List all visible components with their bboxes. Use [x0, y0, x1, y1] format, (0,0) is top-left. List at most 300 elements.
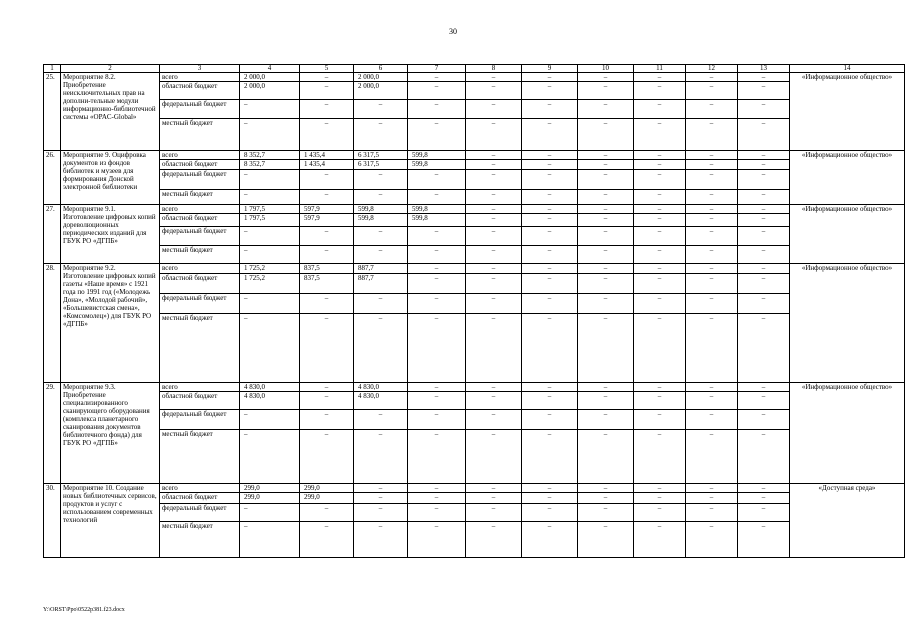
- value-cell: –: [686, 119, 738, 151]
- value-cell: –: [466, 160, 522, 170]
- value-cell: –: [738, 410, 790, 430]
- program-name: «Информационное общество»: [790, 73, 905, 151]
- value-cell: –: [522, 493, 578, 504]
- value-cell: –: [466, 493, 522, 504]
- value-cell: –: [522, 410, 578, 430]
- value-cell: –: [354, 493, 408, 504]
- value-cell: –: [738, 294, 790, 314]
- table-row: [44, 314, 905, 383]
- value-cell: –: [738, 493, 790, 504]
- value-cell: –: [634, 430, 686, 484]
- value-cell: –: [634, 151, 686, 160]
- value-cell: –: [408, 392, 466, 410]
- value-cell: –: [466, 410, 522, 430]
- program-name: «Информационное общество»: [790, 383, 905, 484]
- value-cell: 599,8: [354, 205, 408, 214]
- value-cell: –: [300, 430, 354, 484]
- value-cell: –: [466, 504, 522, 522]
- value-cell: –: [522, 522, 578, 558]
- value-cell: –: [300, 170, 354, 190]
- value-cell: –: [522, 504, 578, 522]
- program-name: «Информационное общество»: [790, 264, 905, 383]
- value-cell: –: [634, 493, 686, 504]
- value-cell: –: [466, 205, 522, 214]
- value-cell: 4 830,0: [240, 383, 300, 392]
- value-cell: –: [686, 151, 738, 160]
- value-cell: –: [578, 392, 634, 410]
- value-cell: –: [240, 314, 300, 383]
- value-cell: –: [522, 484, 578, 493]
- value-cell: –: [686, 392, 738, 410]
- value-cell: –: [408, 170, 466, 190]
- value-cell: –: [408, 493, 466, 504]
- funding-source: федеральный бюджет: [160, 170, 240, 190]
- value-cell: –: [738, 119, 790, 151]
- value-cell: –: [738, 383, 790, 392]
- funding-source: всего: [160, 151, 240, 160]
- value-cell: –: [240, 119, 300, 151]
- funding-source: всего: [160, 205, 240, 214]
- table-row: [44, 100, 905, 119]
- value-cell: –: [408, 383, 466, 392]
- value-cell: –: [522, 205, 578, 214]
- value-cell: –: [634, 170, 686, 190]
- value-cell: –: [578, 82, 634, 100]
- column-number: 8: [466, 65, 522, 73]
- table-body: [44, 65, 905, 558]
- row-number: 27.: [44, 205, 61, 264]
- value-cell: 299,0: [300, 493, 354, 504]
- value-cell: –: [686, 264, 738, 274]
- value-cell: –: [240, 522, 300, 558]
- value-cell: –: [738, 227, 790, 246]
- value-cell: –: [738, 484, 790, 493]
- table-row: [44, 504, 905, 522]
- value-cell: –: [466, 82, 522, 100]
- value-cell: –: [354, 119, 408, 151]
- program-name: «Информационное общество»: [790, 151, 905, 205]
- value-cell: 599,8: [408, 205, 466, 214]
- value-cell: 4 830,0: [354, 392, 408, 410]
- value-cell: –: [300, 246, 354, 264]
- value-cell: –: [466, 522, 522, 558]
- value-cell: 299,0: [240, 484, 300, 493]
- value-cell: –: [738, 504, 790, 522]
- value-cell: –: [634, 294, 686, 314]
- table-row: [44, 264, 905, 274]
- value-cell: 887,7: [354, 264, 408, 274]
- value-cell: 1 797,5: [240, 214, 300, 227]
- value-cell: –: [522, 314, 578, 383]
- value-cell: –: [522, 392, 578, 410]
- value-cell: –: [354, 100, 408, 119]
- value-cell: –: [578, 214, 634, 227]
- value-cell: –: [634, 522, 686, 558]
- value-cell: 597,9: [300, 205, 354, 214]
- value-cell: –: [634, 160, 686, 170]
- value-cell: 599,8: [408, 160, 466, 170]
- value-cell: –: [686, 294, 738, 314]
- value-cell: –: [738, 214, 790, 227]
- row-number: 28.: [44, 264, 61, 383]
- value-cell: –: [300, 314, 354, 383]
- value-cell: –: [300, 522, 354, 558]
- value-cell: –: [686, 274, 738, 294]
- value-cell: –: [634, 119, 686, 151]
- value-cell: –: [408, 119, 466, 151]
- funding-source: всего: [160, 383, 240, 392]
- value-cell: 599,8: [354, 214, 408, 227]
- value-cell: 8 352,7: [240, 160, 300, 170]
- value-cell: 299,0: [300, 484, 354, 493]
- column-number: 3: [160, 65, 240, 73]
- value-cell: 4 830,0: [240, 392, 300, 410]
- table-row: [44, 205, 905, 214]
- value-cell: –: [354, 522, 408, 558]
- value-cell: –: [686, 205, 738, 214]
- value-cell: –: [522, 383, 578, 392]
- table-row: [44, 82, 905, 100]
- value-cell: –: [466, 151, 522, 160]
- value-cell: –: [354, 227, 408, 246]
- table-row: [44, 227, 905, 246]
- value-cell: –: [466, 383, 522, 392]
- table-row: [44, 151, 905, 160]
- value-cell: –: [634, 274, 686, 294]
- value-cell: –: [240, 294, 300, 314]
- value-cell: –: [466, 100, 522, 119]
- value-cell: –: [466, 264, 522, 274]
- value-cell: –: [408, 264, 466, 274]
- value-cell: –: [738, 100, 790, 119]
- value-cell: –: [578, 430, 634, 484]
- value-cell: –: [522, 119, 578, 151]
- value-cell: –: [240, 190, 300, 205]
- value-cell: –: [466, 246, 522, 264]
- value-cell: –: [634, 190, 686, 205]
- value-cell: –: [738, 160, 790, 170]
- value-cell: –: [686, 190, 738, 205]
- program-name: «Информационное общество»: [790, 205, 905, 264]
- value-cell: –: [634, 410, 686, 430]
- funding-source: местный бюджет: [160, 430, 240, 484]
- funding-source: областной бюджет: [160, 274, 240, 294]
- value-cell: –: [738, 392, 790, 410]
- value-cell: 837,5: [300, 264, 354, 274]
- funding-source: федеральный бюджет: [160, 227, 240, 246]
- value-cell: –: [300, 294, 354, 314]
- value-cell: –: [466, 190, 522, 205]
- value-cell: –: [686, 493, 738, 504]
- value-cell: –: [578, 522, 634, 558]
- value-cell: –: [578, 151, 634, 160]
- value-cell: –: [408, 522, 466, 558]
- measure-name: Мероприятие 9.3. Приобретение специализированного сканирующего оборудования (комплекса планетарного сканирования документов библиотечного фонда) для ГБУК РО «ДГПБ»: [61, 383, 160, 484]
- value-cell: 2 000,0: [240, 82, 300, 100]
- value-cell: –: [634, 383, 686, 392]
- value-cell: –: [466, 314, 522, 383]
- value-cell: –: [686, 73, 738, 82]
- value-cell: –: [634, 214, 686, 227]
- value-cell: –: [408, 484, 466, 493]
- column-number: 2: [61, 65, 160, 73]
- value-cell: –: [522, 151, 578, 160]
- value-cell: –: [408, 274, 466, 294]
- row-number: 25.: [44, 73, 61, 151]
- value-cell: –: [466, 214, 522, 227]
- row-number: 26.: [44, 151, 61, 205]
- value-cell: –: [354, 246, 408, 264]
- column-number: 12: [686, 65, 738, 73]
- value-cell: 2 000,0: [354, 73, 408, 82]
- value-cell: –: [466, 119, 522, 151]
- table-row: [44, 493, 905, 504]
- value-cell: –: [408, 410, 466, 430]
- value-cell: 8 352,7: [240, 151, 300, 160]
- table-row: [44, 522, 905, 558]
- value-cell: –: [240, 100, 300, 119]
- table-row: [44, 274, 905, 294]
- value-cell: –: [240, 246, 300, 264]
- column-number: 1: [44, 65, 61, 73]
- value-cell: 1 797,5: [240, 205, 300, 214]
- value-cell: –: [686, 214, 738, 227]
- value-cell: –: [522, 73, 578, 82]
- value-cell: –: [240, 227, 300, 246]
- table-row: [44, 214, 905, 227]
- value-cell: –: [738, 264, 790, 274]
- value-cell: 6 317,5: [354, 160, 408, 170]
- value-cell: –: [738, 170, 790, 190]
- table-row: [44, 410, 905, 430]
- value-cell: –: [686, 484, 738, 493]
- value-cell: –: [738, 151, 790, 160]
- value-cell: –: [240, 430, 300, 484]
- value-cell: –: [354, 484, 408, 493]
- value-cell: –: [300, 504, 354, 522]
- value-cell: –: [578, 274, 634, 294]
- value-cell: –: [354, 170, 408, 190]
- table-row: [44, 170, 905, 190]
- value-cell: –: [300, 410, 354, 430]
- table-row: [44, 383, 905, 392]
- value-cell: –: [686, 160, 738, 170]
- value-cell: –: [466, 430, 522, 484]
- measure-name: Мероприятие 10. Создание новых библиотечных сервисов, продуктов и услуг с использованием современных технологий: [61, 484, 160, 558]
- value-cell: –: [354, 430, 408, 484]
- measure-name: Мероприятие 8.2. Приобретение неисключительных прав на дополни-тельные модули информационно-библиотечной системы «OPAC-Global»: [61, 73, 160, 151]
- value-cell: 2 000,0: [240, 73, 300, 82]
- value-cell: –: [408, 504, 466, 522]
- value-cell: –: [408, 430, 466, 484]
- funding-source: федеральный бюджет: [160, 100, 240, 119]
- value-cell: –: [634, 227, 686, 246]
- value-cell: –: [300, 82, 354, 100]
- value-cell: –: [408, 73, 466, 82]
- value-cell: –: [686, 383, 738, 392]
- value-cell: –: [686, 170, 738, 190]
- value-cell: –: [408, 227, 466, 246]
- value-cell: –: [300, 392, 354, 410]
- value-cell: –: [578, 190, 634, 205]
- column-number: 4: [240, 65, 300, 73]
- value-cell: –: [738, 430, 790, 484]
- value-cell: 6 317,5: [354, 151, 408, 160]
- value-cell: –: [578, 504, 634, 522]
- value-cell: –: [408, 246, 466, 264]
- value-cell: –: [466, 274, 522, 294]
- table-row: [44, 246, 905, 264]
- value-cell: –: [686, 410, 738, 430]
- column-number: 9: [522, 65, 578, 73]
- value-cell: –: [686, 100, 738, 119]
- column-number: 10: [578, 65, 634, 73]
- value-cell: –: [522, 227, 578, 246]
- value-cell: –: [634, 205, 686, 214]
- value-cell: –: [686, 82, 738, 100]
- value-cell: –: [738, 205, 790, 214]
- value-cell: –: [686, 522, 738, 558]
- value-cell: –: [578, 160, 634, 170]
- measure-name: Мероприятие 9. Оцифровка документов из фондов библиотек и музеев для формирования Донской электронной библиотеки: [61, 151, 160, 205]
- value-cell: –: [466, 294, 522, 314]
- page-number: 30: [449, 27, 457, 36]
- value-cell: 1 435,4: [300, 151, 354, 160]
- value-cell: –: [522, 100, 578, 119]
- table-row: [44, 294, 905, 314]
- value-cell: –: [300, 100, 354, 119]
- value-cell: –: [408, 294, 466, 314]
- value-cell: –: [466, 73, 522, 82]
- funding-source: областной бюджет: [160, 493, 240, 504]
- funding-source: местный бюджет: [160, 522, 240, 558]
- funding-source: областной бюджет: [160, 392, 240, 410]
- value-cell: 4 830,0: [354, 383, 408, 392]
- value-cell: –: [354, 294, 408, 314]
- value-cell: –: [634, 100, 686, 119]
- value-cell: –: [354, 504, 408, 522]
- value-cell: –: [578, 227, 634, 246]
- value-cell: –: [634, 264, 686, 274]
- value-cell: –: [578, 493, 634, 504]
- value-cell: –: [738, 82, 790, 100]
- value-cell: –: [738, 314, 790, 383]
- value-cell: –: [522, 170, 578, 190]
- value-cell: –: [578, 383, 634, 392]
- value-cell: –: [634, 504, 686, 522]
- value-cell: –: [578, 294, 634, 314]
- funding-source: федеральный бюджет: [160, 410, 240, 430]
- value-cell: –: [522, 264, 578, 274]
- value-cell: –: [686, 227, 738, 246]
- value-cell: –: [578, 314, 634, 383]
- value-cell: –: [578, 205, 634, 214]
- value-cell: 837,5: [300, 274, 354, 294]
- value-cell: –: [466, 484, 522, 493]
- value-cell: –: [634, 246, 686, 264]
- funding-source: всего: [160, 73, 240, 82]
- value-cell: –: [466, 392, 522, 410]
- value-cell: 597,9: [300, 214, 354, 227]
- value-cell: –: [408, 82, 466, 100]
- column-number: 11: [634, 65, 686, 73]
- value-cell: –: [738, 274, 790, 294]
- value-cell: –: [738, 246, 790, 264]
- column-number: 6: [354, 65, 408, 73]
- value-cell: –: [686, 314, 738, 383]
- footer-file-path: Y:\ORST\Ppo\0522p381.f23.docx: [43, 607, 125, 613]
- funding-source: всего: [160, 484, 240, 493]
- value-cell: –: [578, 246, 634, 264]
- value-cell: –: [354, 314, 408, 383]
- value-cell: 599,8: [408, 151, 466, 160]
- table-row: [44, 430, 905, 484]
- value-cell: 599,8: [408, 214, 466, 227]
- funding-source: местный бюджет: [160, 314, 240, 383]
- value-cell: 1 435,4: [300, 160, 354, 170]
- value-cell: –: [738, 522, 790, 558]
- value-cell: 2 000,0: [354, 82, 408, 100]
- value-cell: –: [408, 190, 466, 205]
- funding-source: областной бюджет: [160, 214, 240, 227]
- row-number: 30.: [44, 484, 61, 558]
- value-cell: –: [300, 73, 354, 82]
- value-cell: –: [522, 190, 578, 205]
- funding-source: местный бюджет: [160, 190, 240, 205]
- column-number: 7: [408, 65, 466, 73]
- measure-name: Мероприятие 9.2. Изготовление цифровых копий газеты «Наше время» с 1921 года по 1991 год («Молодежь Дона», «Молодой рабочий», «Большевистская смена», «Комсомолец») для ГБУК РО «ДГПБ»: [61, 264, 160, 383]
- value-cell: –: [354, 190, 408, 205]
- funding-source: областной бюджет: [160, 82, 240, 100]
- value-cell: –: [634, 82, 686, 100]
- value-cell: –: [240, 504, 300, 522]
- value-cell: –: [300, 190, 354, 205]
- value-cell: –: [634, 73, 686, 82]
- program-name: «Доступная среда»: [790, 484, 905, 558]
- funding-source: местный бюджет: [160, 246, 240, 264]
- value-cell: –: [578, 170, 634, 190]
- funding-source: федеральный бюджет: [160, 504, 240, 522]
- value-cell: 887,7: [354, 274, 408, 294]
- value-cell: –: [466, 227, 522, 246]
- value-cell: –: [634, 392, 686, 410]
- funding-source: федеральный бюджет: [160, 294, 240, 314]
- value-cell: –: [686, 504, 738, 522]
- value-cell: –: [522, 214, 578, 227]
- funding-source: областной бюджет: [160, 160, 240, 170]
- row-number: 29.: [44, 383, 61, 484]
- value-cell: –: [522, 82, 578, 100]
- value-cell: –: [634, 484, 686, 493]
- value-cell: –: [522, 246, 578, 264]
- table-row: [44, 484, 905, 493]
- value-cell: –: [578, 410, 634, 430]
- value-cell: –: [522, 294, 578, 314]
- value-cell: –: [240, 410, 300, 430]
- value-cell: –: [522, 430, 578, 484]
- value-cell: –: [408, 314, 466, 383]
- value-cell: 1 725,2: [240, 264, 300, 274]
- value-cell: –: [300, 383, 354, 392]
- measure-name: Мероприятие 9.1. Изготовление цифровых копий дореволюционных периодических изданий для ГБУК РО «ДГПБ»: [61, 205, 160, 264]
- value-cell: –: [686, 430, 738, 484]
- table-row: [44, 190, 905, 205]
- value-cell: –: [300, 119, 354, 151]
- table-row: [44, 160, 905, 170]
- value-cell: –: [578, 73, 634, 82]
- value-cell: –: [634, 314, 686, 383]
- header-row: [44, 65, 905, 73]
